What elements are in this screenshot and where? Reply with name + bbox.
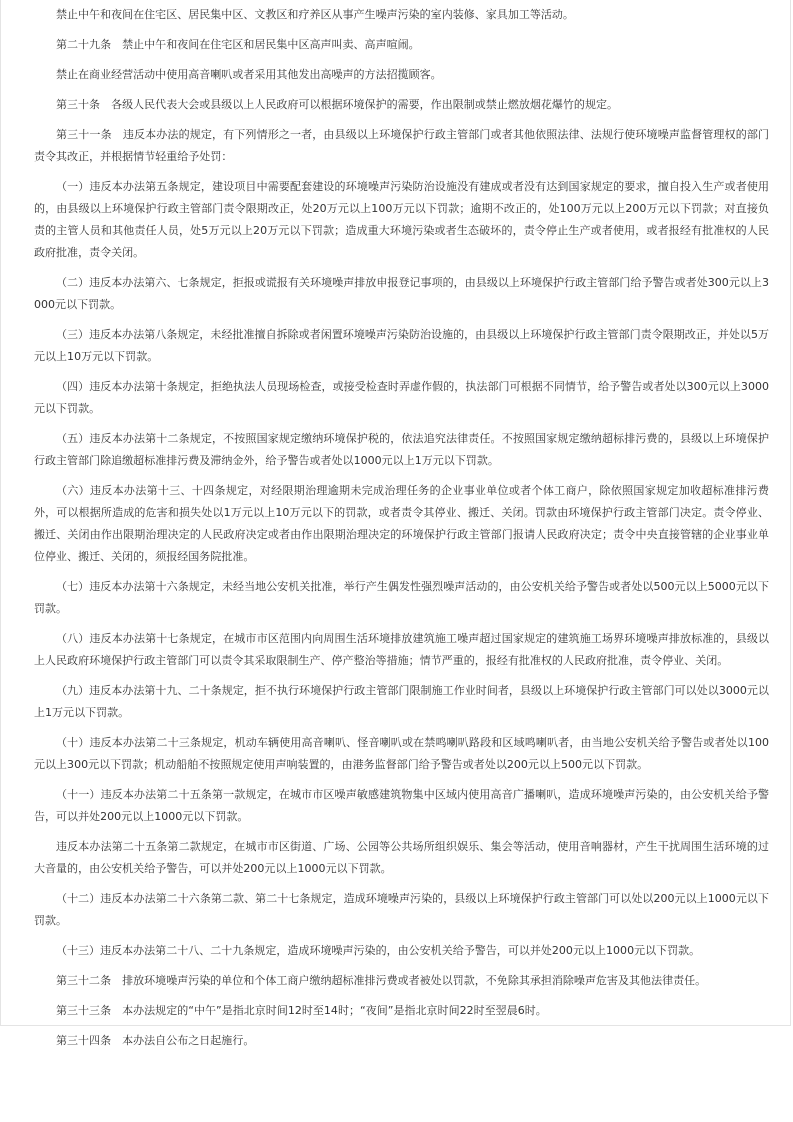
clause-11-second-part: 违反本办法第二十五条第二款规定，在城市市区街道、广场、公园等公共场所组织娱乐、集会等活动，使用音响器材，产生干扰周围生活环境的过大音量的，由公安机关给予警告，可以并处200元以上1000元以下罚款。 [34,840,769,875]
clause-12: （十二）违反本办法第二十六条第二款、第二十七条规定，造成环境噪声污染的，县级以上环境保护行政主管部门可以处以200元以上1000元以下罚款。 [34,892,769,927]
article-34: 第三十四条 本办法自公布之日起施行。 [56,1034,255,1047]
article-32: 第三十二条 排放环境噪声污染的单位和个体工商户缴纳超标准排污费或者被处以罚款，不免除其承担消除噪声危害及其他法律责任。 [56,974,707,987]
clause-4: （四）违反本办法第十条规定，拒绝执法人员现场检查，或接受检查时弄虚作假的，执法部门可根据不同情节，给予警告或者处以300元以上3000元以下罚款。 [34,380,769,415]
clause-2: （二）违反本办法第六、七条规定，拒报或谎报有关环境噪声排放申报登记事项的，由县级以上环境保护行政主管部门给予警告或者处300元以上3000元以下罚款。 [34,276,769,311]
clause-9: （九）违反本办法第十九、二十条规定，拒不执行环境保护行政主管部门限制施工作业时间者，县级以上环境保护行政主管部门可以处以3000元以上1万元以下罚款。 [34,684,769,719]
clause-13: （十三）违反本办法第二十八、二十九条规定，造成环境噪声污染的，由公安机关给予警告，可以并处200元以上1000元以下罚款。 [56,944,701,957]
clause-11: （十一）违反本办法第二十五条第一款规定，在城市市区噪声敏感建筑物集中区域内使用高音广播喇叭，造成环境噪声污染的，由公安机关给予警告，可以并处200元以上1000元以下罚款。 [34,788,769,823]
article-29: 第二十九条 禁止中午和夜间在住宅区和居民集中区高声叫卖、高声喧闹。 [56,38,420,51]
article-body [34,4,769,1060]
clause-8: （八）违反本办法第十七条规定，在城市市区范围内向周围生活环境排放建筑施工噪声超过国家规定的建筑施工场界环境噪声排放标准的，县级以上人民政府环境保护行政主管部门可以责令其采取限制生产、停产整治等措施；情节严重的，报经有批准权的人民政府批准，责令停业、关闭。 [34,632,769,667]
clause-10: （十）违反本办法第二十三条规定，机动车辆使用高音喇叭、怪音喇叭或在禁鸣喇叭路段和区域鸣喇叭者，由当地公安机关给予警告或者处以100元以上300元以下罚款；机动船舶不按照规定使用声响装置的，由港务监督部门给予警告或者处以200元以上500元以下罚款。 [34,736,769,771]
article-33: 第三十三条 本办法规定的“中午”是指北京时间12时至14时；“夜间”是指北京时间22时至翌晨6时。 [56,1004,547,1017]
article-31: 第三十一条 违反本办法的规定，有下列情形之一者，由县级以上环境保护行政主管部门或者其他依照法律、法规行使环境噪声监督管理权的部门责令其改正，并根据情节轻重给予处罚： [34,128,769,163]
clause-5: （五）违反本办法第十二条规定，不按照国家规定缴纳环境保护税的，依法追究法律责任。不按照国家规定缴纳超标排污费的，县级以上环境保护行政主管部门除追缴超标准排污费及滞纳金外，给予警告或者处以1000元以上1万元以下罚款。 [34,432,769,467]
paragraph-loudspeaker-ban: 禁止在商业经营活动中使用高音喇叭或者采用其他发出高噪声的方法招揽顾客。 [56,68,442,81]
article-30: 第三十条 各级人民代表大会或县级以上人民政府可以根据环境保护的需要，作出限制或禁止燃放烟花爆竹的规定。 [56,98,619,111]
clause-7: （七）违反本办法第十六条规定，未经当地公安机关批准，举行产生偶发性强烈噪声活动的，由公安机关给予警告或者处以500元以上5000元以下罚款。 [34,580,769,615]
clause-3: （三）违反本办法第八条规定，未经批准擅自拆除或者闲置环境噪声污染防治设施的，由县级以上环境保护行政主管部门责令限期改正，并处以5万元以上10万元以下罚款。 [34,328,769,363]
paragraph-night-renovation-ban: 禁止中午和夜间在住宅区、居民集中区、文教区和疗养区从事产生噪声污染的室内装修、家具加工等活动。 [56,8,574,21]
clause-1: （一）违反本办法第五条规定，建设项目中需要配套建设的环境噪声污染防治设施没有建成或者没有达到国家规定的要求，擅自投入生产或者使用的，由县级以上环境保护行政主管部门责令限期改正，处20万元以上100万元以下罚款；逾期不改正的，处100万元以上200万元以下罚款；对直接负责的主管人员和其他责任人员，处5万元以上20万元以下罚款；造成重大环境污染或者生态破坏的，责令停止生产或者使用，或者报经有批准权的人民政府批准，责令关闭。 [34,180,769,259]
clause-6: （六）违反本办法第十三、十四条规定，对经限期治理逾期未完成治理任务的企业事业单位或者个体工商户，除依照国家规定加收超标准排污费外，可以根据所造成的危害和损失处以1万元以上10万元以下的罚款，或者责令其停业、搬迁、关闭。罚款由环境保护行政主管部门决定。责令停业、搬迁、关闭由作出限期治理决定的人民政府决定或者由作出限期治理决定的环境保护行政主管部门报请人民政府决定；责令中央直接管辖的企业事业单位停业、搬迁、关闭的，须报经国务院批准。 [34,484,769,563]
